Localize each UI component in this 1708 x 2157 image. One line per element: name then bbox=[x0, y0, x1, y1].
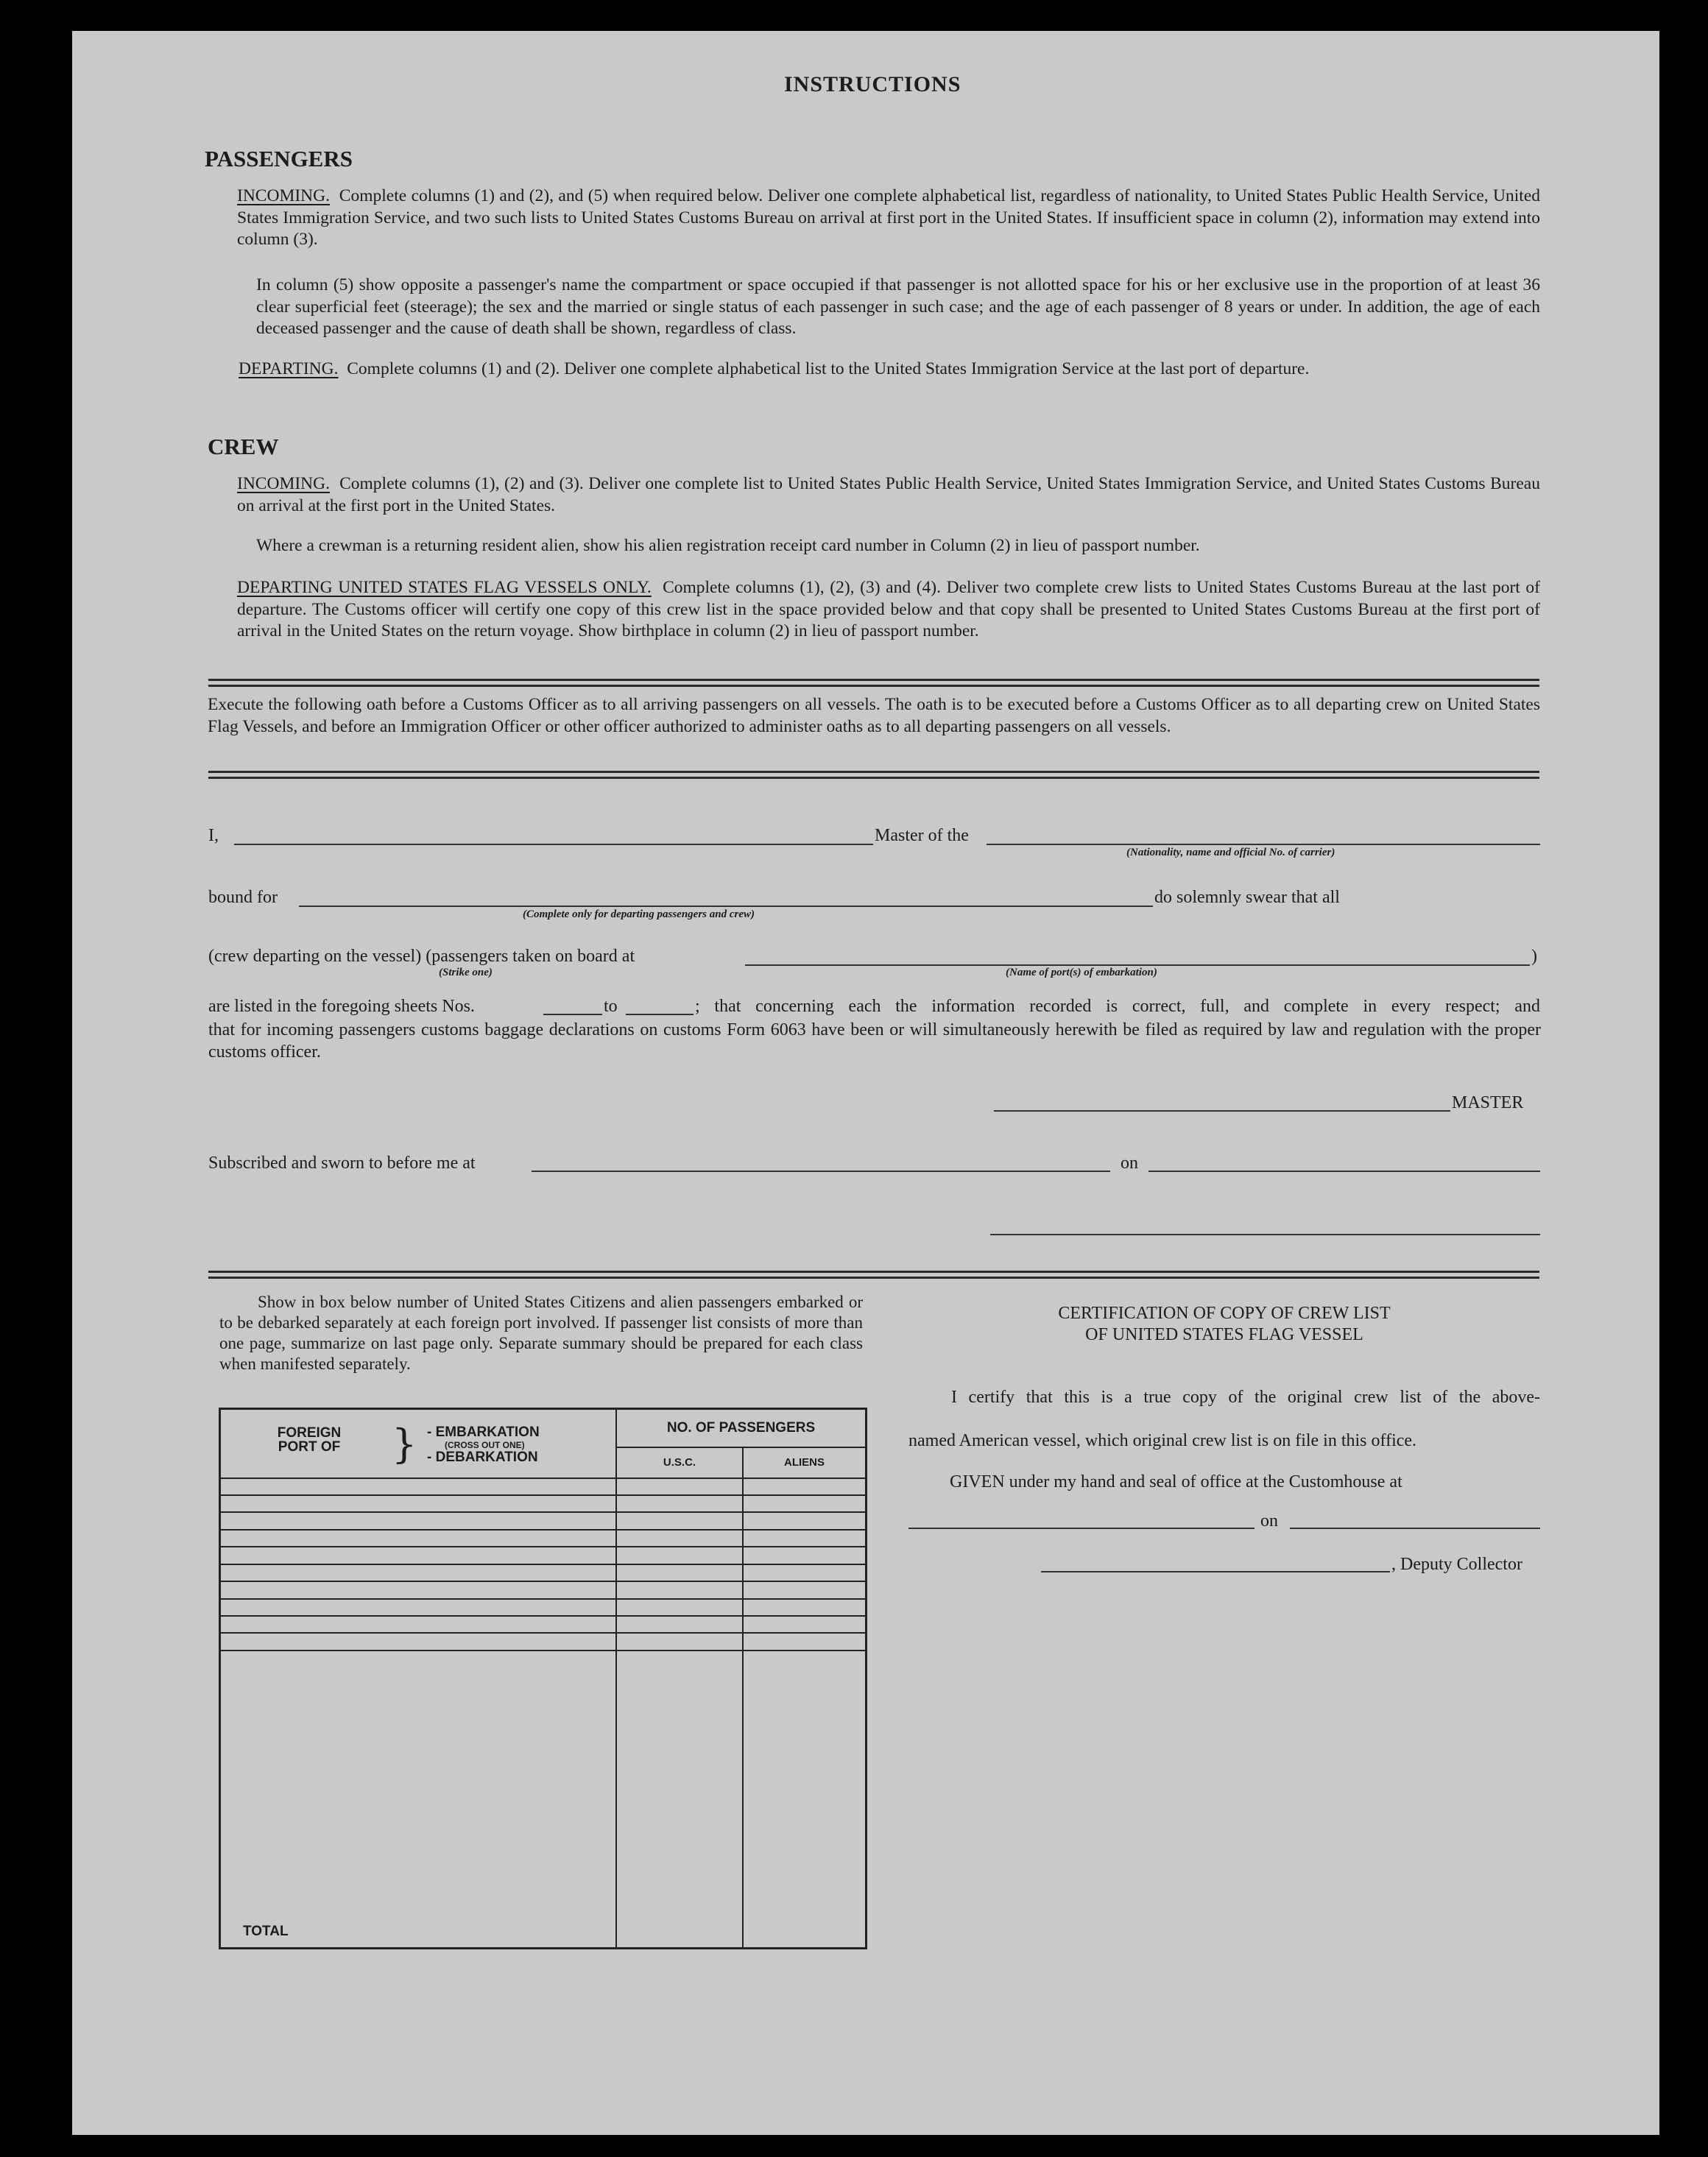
crew-departing-paragraph bbox=[237, 577, 1540, 643]
passengers-heading: PASSENGERS bbox=[205, 146, 353, 172]
bound-for-label: bound for bbox=[208, 888, 278, 907]
usc-cell[interactable] bbox=[616, 1616, 743, 1633]
oath-intro: Execute the following oath before a Customs Officer as to all arriving passengers on all vessels. The oath is to be executed before a Customs Officer as to all departing crew on United States Flag Vessels, and before an Immigration Officer or other officer authorized to administer oaths as to all departing passengers on all vessels. bbox=[208, 695, 1540, 736]
divider-bottom bbox=[208, 1271, 1539, 1273]
usc-cell[interactable] bbox=[616, 1581, 743, 1598]
aliens-cell[interactable] bbox=[743, 1495, 867, 1512]
passengers-header-cell bbox=[616, 1409, 867, 1447]
officer-signature-field[interactable] bbox=[990, 1234, 1540, 1235]
aliens-cell[interactable] bbox=[743, 1530, 867, 1547]
table-row bbox=[220, 1530, 867, 1547]
certification-heading-line1: CERTIFICATION OF COPY OF CREW LIST bbox=[1058, 1304, 1391, 1323]
divider-oath-2 bbox=[208, 777, 1539, 779]
certification-line3: GIVEN under my hand and seal of office at the Customhouse at bbox=[950, 1472, 1402, 1491]
table-row bbox=[220, 1547, 867, 1564]
sheet-from-field[interactable] bbox=[543, 1014, 602, 1015]
passengers-departing-label: DEPARTING. bbox=[239, 359, 339, 378]
master-of-label: Master of the bbox=[875, 826, 969, 845]
table-row bbox=[220, 1616, 867, 1633]
carrier-caption: (Nationality, name and official No. of carrier) bbox=[1126, 847, 1335, 858]
bound-for-field[interactable] bbox=[299, 905, 1153, 907]
deputy-collector-label: , Deputy Collector bbox=[1391, 1555, 1522, 1574]
cross-out-label: (CROSS OUT ONE) bbox=[445, 1440, 525, 1450]
certification-heading-line2: OF UNITED STATES FLAG VESSEL bbox=[1085, 1325, 1363, 1344]
table-row bbox=[220, 1581, 867, 1598]
total-label: TOTAL bbox=[243, 1924, 289, 1939]
crew-incoming-paragraph bbox=[237, 473, 1540, 517]
port-cell[interactable] bbox=[220, 1581, 617, 1598]
aliens-total-cell[interactable] bbox=[743, 1651, 867, 1949]
usc-label: U.S.C. bbox=[663, 1455, 696, 1469]
no-of-passengers-label: NO. OF PASSENGERS bbox=[666, 1419, 816, 1436]
subscribed-label: Subscribed and sworn to before me at bbox=[208, 1154, 476, 1173]
close-paren: ) bbox=[1531, 947, 1537, 966]
subscribed-on-label: on bbox=[1121, 1154, 1138, 1173]
passenger-summary-table bbox=[219, 1408, 867, 1949]
listed-rest-line1: ; that concerning each the information recorded is correct, full, and complete in every respect; and bbox=[695, 997, 1540, 1016]
crew-incoming-label: INCOMING. bbox=[237, 474, 330, 493]
aliens-header-cell bbox=[743, 1447, 867, 1478]
summary-instructions: Show in box below number of United States Citizens and alien passengers embarked or to be debarked separately at each foreign port involved. If passenger list consists of more than one page, summarize on last page only. Separate summary should be prepared for each class when manifested separately. bbox=[219, 1293, 863, 1373]
crew-incoming-text: Complete columns (1), (2) and (3). Deliver one complete list to United States Public Health Service, United States Immigration Service, and United States Customs Bureau on arrival at the first port in the United States. bbox=[237, 474, 1540, 515]
port-header-cell bbox=[220, 1409, 617, 1478]
bound-for-caption: (Complete only for departing passengers and crew) bbox=[523, 908, 755, 920]
port-cell[interactable] bbox=[220, 1478, 617, 1495]
port-cell[interactable] bbox=[220, 1616, 617, 1633]
passengers-column5-paragraph: In column (5) show opposite a passenger's name the compartment or space occupied if that passenger is not allotted space for his or her exclusive use in the proportion of at least 36 clear superficial feet (steerage); the sex and the married or single status of each passenger in such case; and the age of each passenger of 8 years or under. In addition, the age of each deceased passenger and the cause of death shall be shown, regardless of class. bbox=[256, 275, 1540, 338]
master-label: MASTER bbox=[1452, 1093, 1524, 1112]
divider-bottom-2 bbox=[208, 1277, 1539, 1279]
customhouse-field[interactable] bbox=[908, 1528, 1254, 1529]
port-cell[interactable] bbox=[220, 1512, 617, 1529]
aliens-cell[interactable] bbox=[743, 1478, 867, 1495]
usc-cell[interactable] bbox=[616, 1599, 743, 1616]
master-signature-field[interactable] bbox=[994, 1110, 1450, 1112]
certification-date-field[interactable] bbox=[1290, 1528, 1540, 1529]
table-row bbox=[220, 1564, 867, 1581]
listed-prefix: are listed in the foregoing sheets Nos. bbox=[208, 997, 475, 1016]
listed-rest-line2: that for incoming passengers customs baggage declarations on customs Form 6063 have been or will simultaneously herewith be filed as required by law and regulation with the proper customs officer. bbox=[208, 1020, 1541, 1062]
total-row bbox=[220, 1651, 867, 1949]
table-row bbox=[220, 1512, 867, 1529]
aliens-cell[interactable] bbox=[743, 1564, 867, 1581]
port-cell[interactable] bbox=[220, 1633, 617, 1650]
aliens-label: ALIENS bbox=[783, 1455, 825, 1469]
table-row bbox=[220, 1478, 867, 1495]
embarkation-ports-field[interactable] bbox=[745, 964, 1530, 966]
passengers-incoming-text: Complete columns (1) and (2), and (5) when required below. Deliver one complete alphabetical list, regardless of nationality, to United States Public Health Service, United States Immigration Service, and two such lists to United States Customs Bureau on arrival at first port in the United States. If insufficient space in column (2), information may extend into column (3). bbox=[237, 186, 1541, 249]
port-cell[interactable] bbox=[220, 1530, 617, 1547]
certification-heading bbox=[908, 1303, 1540, 1346]
certification-line2: named American vessel, which original crew list is on file in this office. bbox=[908, 1431, 1417, 1450]
port-cell[interactable] bbox=[220, 1599, 617, 1616]
certification-line1: I certify that this is a true copy of the original crew list of the above- bbox=[951, 1388, 1540, 1407]
foreign-port-of-label: FOREIGN PORT OF bbox=[277, 1425, 342, 1455]
debarkation-label: - DEBARKATION bbox=[427, 1450, 538, 1465]
swear-label: do solemnly swear that all bbox=[1154, 888, 1340, 907]
page-title: INSTRUCTIONS bbox=[784, 72, 961, 96]
port-cell[interactable] bbox=[220, 1495, 617, 1512]
usc-cell[interactable] bbox=[616, 1495, 743, 1512]
sheet-to-field[interactable] bbox=[626, 1014, 694, 1015]
ports-caption: (Name of port(s) of embarkation) bbox=[1006, 967, 1157, 978]
table-row bbox=[220, 1599, 867, 1616]
aliens-cell[interactable] bbox=[743, 1633, 867, 1650]
crew-resident-paragraph: Where a crewman is a returning resident alien, show his alien registration receipt card number in Column (2) in lieu of passport number. bbox=[256, 536, 1200, 555]
strike-caption: (Strike one) bbox=[439, 967, 493, 978]
usc-cell[interactable] bbox=[616, 1564, 743, 1581]
divider-oath bbox=[208, 771, 1539, 773]
port-cell[interactable] bbox=[220, 1564, 617, 1581]
divider-top bbox=[208, 679, 1539, 681]
passengers-incoming-paragraph bbox=[237, 186, 1540, 251]
usc-cell[interactable] bbox=[616, 1547, 743, 1564]
embarkation-label: - EMBARKATION bbox=[427, 1425, 540, 1440]
divider-top-2 bbox=[208, 685, 1539, 687]
crew-departing-text: Complete columns (1), (2), (3) and (4). Deliver two complete crew lists to United States Customs Bureau at the last port of departure. The Customs officer will certify one copy of this crew list in the space provided below and that copy shall be presented to United States Customs Bureau at the first port of arrival in the United States on the return voyage. Show birthplace in column (2) in lieu of passport number. bbox=[237, 578, 1541, 640]
subscribed-date-field[interactable] bbox=[1148, 1171, 1540, 1172]
master-name-field[interactable] bbox=[234, 844, 873, 845]
port-cell[interactable] bbox=[220, 1547, 617, 1564]
passengers-departing-paragraph bbox=[239, 359, 1540, 381]
aliens-cell[interactable] bbox=[743, 1581, 867, 1598]
aliens-cell[interactable] bbox=[743, 1512, 867, 1529]
crew-passengers-label: (crew departing on the vessel) (passengers taken on board at bbox=[208, 947, 635, 966]
oath-i-label: I, bbox=[208, 826, 219, 845]
passengers-incoming-label: INCOMING. bbox=[237, 186, 330, 205]
usc-total-cell[interactable] bbox=[616, 1651, 743, 1949]
table-row bbox=[220, 1633, 867, 1650]
usc-cell[interactable] bbox=[616, 1478, 743, 1495]
brace-icon: } bbox=[392, 1421, 417, 1467]
subscribed-place-field[interactable] bbox=[532, 1171, 1110, 1172]
table-row bbox=[220, 1495, 867, 1512]
usc-cell[interactable] bbox=[616, 1512, 743, 1529]
aliens-cell[interactable] bbox=[743, 1616, 867, 1633]
usc-cell[interactable] bbox=[616, 1530, 743, 1547]
deputy-collector-field[interactable] bbox=[1041, 1571, 1390, 1572]
usc-header-cell bbox=[616, 1447, 743, 1478]
table-header-row bbox=[220, 1409, 867, 1447]
to-label: to bbox=[604, 997, 618, 1016]
aliens-cell[interactable] bbox=[743, 1547, 867, 1564]
usc-cell[interactable] bbox=[616, 1633, 743, 1650]
passengers-departing-text: Complete columns (1) and (2). Deliver one complete alphabetical list to the United States Immigration Service at the last port of departure. bbox=[347, 359, 1310, 378]
total-label-cell bbox=[220, 1651, 617, 1949]
carrier-field[interactable] bbox=[987, 844, 1540, 845]
crew-heading: CREW bbox=[208, 434, 279, 459]
certification-on-label: on bbox=[1260, 1511, 1278, 1531]
aliens-cell[interactable] bbox=[743, 1599, 867, 1616]
crew-departing-label: DEPARTING UNITED STATES FLAG VESSELS ONLY. bbox=[237, 578, 652, 597]
